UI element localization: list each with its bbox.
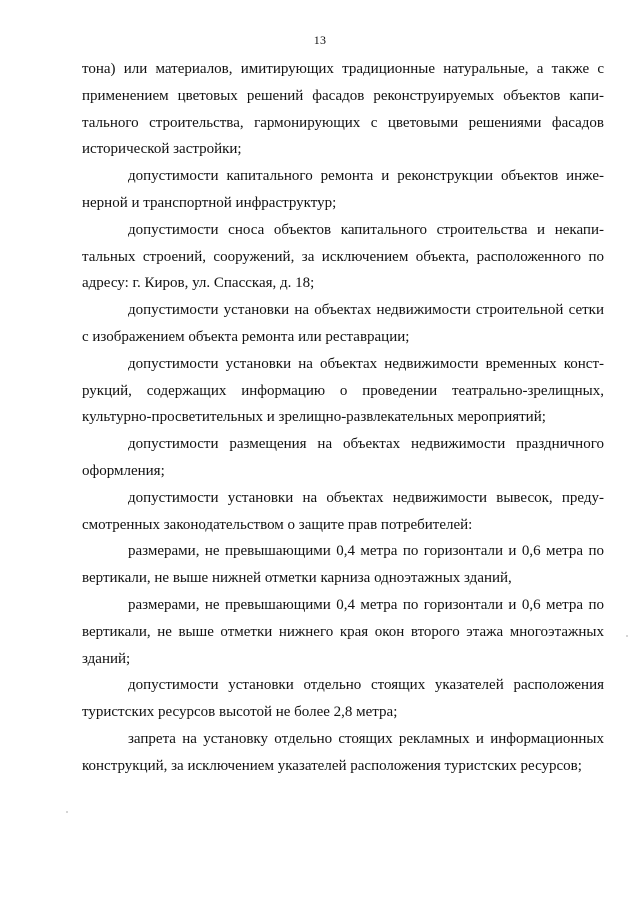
scan-speck [626, 635, 628, 637]
paragraph: допустимости установки на объектах недвижимости строительной сетки с изображением объекта ремонта или реставрации; [82, 302, 604, 345]
paragraph: допустимости установки отдельно стоящих указателей расположения туристских ресурсов высотой не более 2,8 метра; [82, 677, 604, 721]
page-number: 13 [313, 33, 327, 47]
paragraph: размерами, не превышающими 0,4 метра по горизонтали и 0,6 метра по вертикали, не выше отметки нижнего края окон второго этажа многоэтажных зданий; [82, 596, 604, 667]
scan-speck [66, 811, 68, 813]
paragraph: допустимости размещения на объектах недвижимости праздничного оформления; [82, 436, 604, 479]
paragraph: тона) или материалов, имитирующих традиционные натуральные, а также с применением цветовых решений фасадов реконструируемых объектов капитального строительства, гармонирующих с цветовыми решениями фасадов исторической застройки; [82, 61, 604, 158]
paragraph: допустимости капитального ремонта и реконструкции объектов инженерной и транспортной инфраструктур; [82, 168, 604, 211]
paragraph: допустимости установки на объектах недвижимости временных конструкций, содержащих информацию о проведении театрально-зрелищных, культурно-просветительных и зрелищно-развлекательных мероприятий; [82, 355, 604, 426]
paragraph: допустимости установки на объектах недвижимости вывесок, предусмотренных законодательством о защите прав потребителей: [82, 489, 604, 533]
paragraph: запрета на установку отдельно стоящих рекламных и информационных конструкций, за исключением указателей расположения туристских ресурсов; [82, 730, 604, 774]
paragraph: размерами, не превышающими 0,4 метра по горизонтали и 0,6 метра по вертикали, не выше нижней отметки карниза одноэтажных зданий, [82, 543, 604, 587]
paragraph: допустимости сноса объектов капитального строительства и некапитальных строений, сооружений, за исключением объекта, расположенного по адресу: г. Киров, ул. Спасская, д. 18; [82, 221, 604, 292]
body-text [82, 56, 604, 780]
